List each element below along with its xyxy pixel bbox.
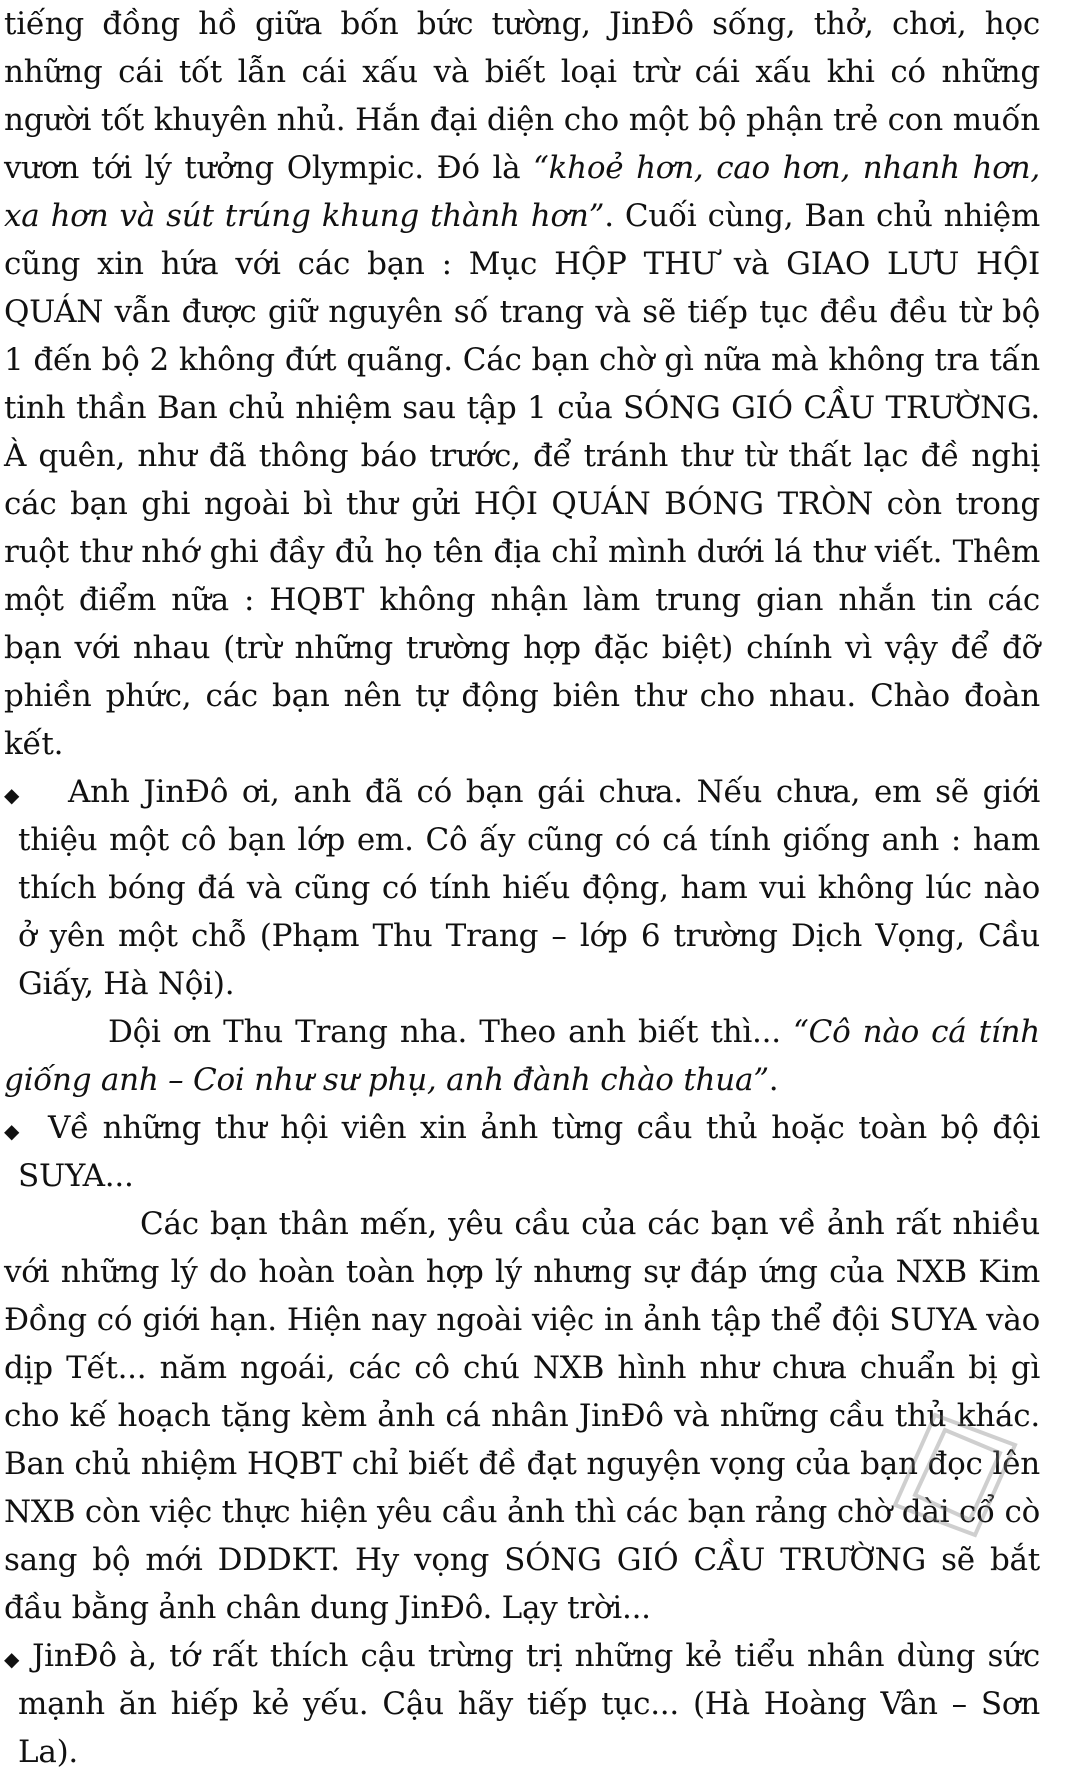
reply-paragraph: Các bạn thân mến, yêu cầu của các bạn về ảnh rất nhiều với những lý do hoàn toàn hợp lý nhưng sự đáp ứng của NXB Kim Đồng có giới hạn. Hiện nay ngoài việc in ảnh tập thể đội SUYA vào dịp Tết... năm ngoái, các cô chú NXB hình như chưa chuẩn bị gì cho kế hoạch tặng kèm ảnh cá nhân JinĐô và những cầu thủ khác. Ban chủ nhiệm HQBT chỉ biết đề đạt nguyện vọng của bạn đọc lên NXB còn việc thực hiện yêu cầu ảnh thì các bạn rảng chờ dài cổ cò sang bộ mới DDDKT. Hy vọng SÓNG GIÓ CẦU TRƯỜNG sẽ bắt đầu bằng ảnh chân dung JinĐô. Lạy trời... — [4, 1206, 1040, 1626]
site-watermark-logo — [875, 1385, 1035, 1545]
diamond-bullet-icon: ◆ — [4, 1647, 20, 1671]
diamond-bullet-icon: ◆ — [4, 1119, 20, 1143]
letter-bullet — [4, 1104, 1040, 1200]
paragraph-text-cont: . Cuối cùng, Ban chủ nhiệm cũng xin hứa với các bạn : Mục HỘP THƯ và GIAO LƯU HỘI QUÁN vẫn được giữ nguyên số trang và sẽ tiếp tục đều đều từ bộ 1 đến bộ 2 không đứt quãng. Các bạn chờ gì nữa mà không tra tấn tinh thần Ban chủ nhiệm sau tập 1 của SÓNG GIÓ CẦU TRƯỜNG. À quên, như đã thông báo trước, để tránh thư từ thất lạc đề nghị các bạn ghi ngoài bì thư gửi HỘI QUÁN BÓNG TRÒN còn trong ruột thư nhớ ghi đầy đủ họ tên địa chỉ mình dưới lá thư viết. Thêm một điểm nữa : HQBT không nhận làm trung gian nhắn tin các bạn với nhau (trừ những trường hợp đặc biệt) chính vì vậy để đỡ phiền phức, các bạn nên tự động biên thư cho nhau. Chào đoàn kết. — [4, 198, 1040, 762]
reply-text: Dội ơn Thu Trang nha. Theo anh biết thì... — [108, 1014, 793, 1050]
paragraph-continued — [4, 0, 1040, 768]
letter-text: JinĐô à, tớ rất thích cậu trừng trị những kẻ tiểu nhân dùng sức mạnh ăn hiếp kẻ yếu. Cậu hãy tiếp tục... (Hà Hoàng Vân – Sơn La). — [18, 1638, 1040, 1770]
paragraph-text: tiếng đồng hồ giữa bốn bức tường, JinĐô sống, thở, chơi, học những cái tốt lẫn cái xấu và biết loại trừ cái xấu khi có những người tốt khuyên nhủ. Hắn đại diện cho một bộ phận trẻ con muốn vươn tới lý tưởng Olympic. Đó là — [4, 6, 1040, 186]
reply-text-end: . — [768, 1062, 779, 1098]
reply-quote: “Cô nào cá tính giống anh – Coi như sư phụ, anh đành chào thua” — [4, 1014, 1040, 1098]
letter-bullet — [4, 1632, 1040, 1776]
letter-text: Anh JinĐô ơi, anh đã có bạn gái chưa. Nếu chưa, em sẽ giới thiệu một cô bạn lớp em. Cô ấy cũng có cá tính giống anh : ham thích bóng đá và cũng có tính hiếu động, ham vui không lúc nào ở yên một chỗ (Phạm Thu Trang – lớp 6 trường Dịch Vọng, Cầu Giấy, Hà Nội). — [18, 774, 1040, 1002]
letter-bullet — [4, 768, 1040, 1008]
diamond-bullet-icon: ◆ — [4, 783, 20, 807]
olympic-quote: “khoẻ hơn, cao hơn, nhanh hơn, xa hơn và sút trúng khung thành hơn” — [4, 150, 1040, 234]
letter-text: Về những thư hội viên xin ảnh từng cầu thủ hoặc toàn bộ đội SUYA... — [18, 1110, 1040, 1194]
reply-paragraph — [4, 1008, 1040, 1104]
